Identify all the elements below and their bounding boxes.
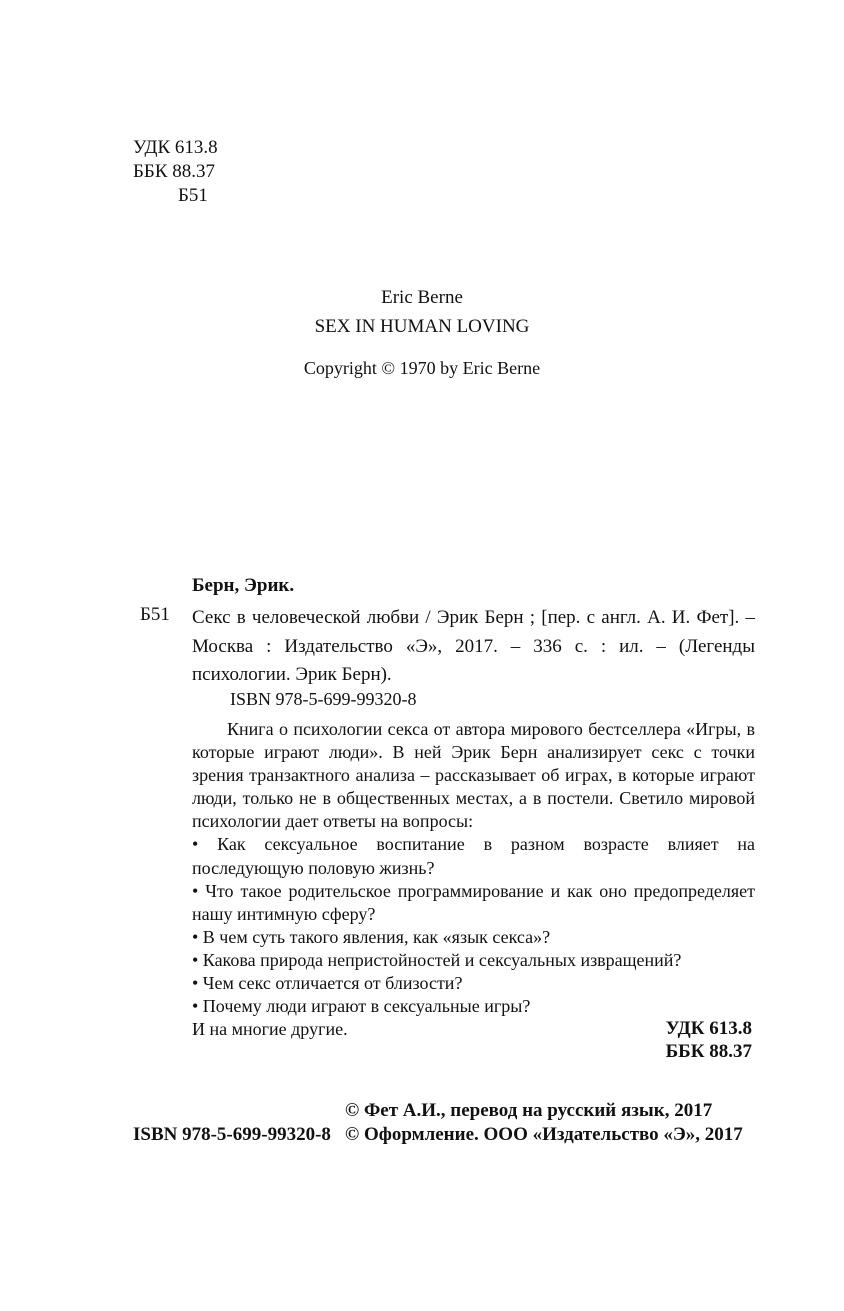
original-copyright: Copyright © 1970 by Eric Berne <box>303 358 541 378</box>
original-author: Eric Berne <box>381 287 463 308</box>
catalog-author-mark: Б51 <box>140 604 170 625</box>
annotation-question: • Чем секс отличается от близости? <box>192 973 463 994</box>
annotation-question: • Почему люди играют в сексуальные игры? <box>192 996 531 1017</box>
copyright-translation: © Фет А.И., перевод на русский язык, 2017 <box>345 1100 713 1121</box>
catalog-description: Секс в человеческой любви / Эрик Берн ; [пер. с англ. А. И. Фет]. – Москва : Издательство «Э», 2017. – 336 с. : ил. – (Легенды психологии. Эрик Берн). <box>192 607 755 685</box>
annotation <box>192 718 755 1041</box>
udk-code-top: УДК 613.8 <box>133 137 218 158</box>
bbk-code-bottom: ББК 88.37 <box>665 1041 752 1062</box>
annotation-outro: И на многие другие. <box>192 1019 348 1040</box>
footer-isbn: ISBN 978-5-699-99320-8 <box>133 1124 331 1145</box>
catalog-author: Берн, Эрик. <box>192 575 295 596</box>
annotation-question: • Какова природа непристойностей и сексуальных извращений? <box>192 949 682 970</box>
author-mark-top: Б51 <box>178 185 208 206</box>
bbk-code-top: ББК 88.37 <box>133 161 215 182</box>
annotation-intro: Книга о психологии секса от автора мирового бестселлера «Игры, в которые играют люди». В ней Эрик Берн анализирует секс с точки зрения транзактного анализа – рассказывает об играх, в которые играют люди, только не в общественных местах, а в постели. Светило мировой психологии дает ответы на вопросы: <box>192 719 755 832</box>
original-title: SEX IN HUMAN LOVING <box>314 316 530 337</box>
annotation-question: • В чем суть такого явления, как «язык секса»? <box>192 926 551 947</box>
annotation-question: • Как сексуальное воспитание в разном возрасте влияет на последующую половую жизнь? <box>192 834 755 878</box>
copyright-design: © Оформление. ООО «Издательство «Э», 2017 <box>345 1124 743 1145</box>
catalog-isbn: ISBN 978-5-699-99320-8 <box>230 689 417 709</box>
annotation-question: • Что такое родительское программирование и как оно предопределяет нашу интимную сферу? <box>192 880 755 924</box>
udk-code-bottom: УДК 613.8 <box>665 1018 752 1039</box>
